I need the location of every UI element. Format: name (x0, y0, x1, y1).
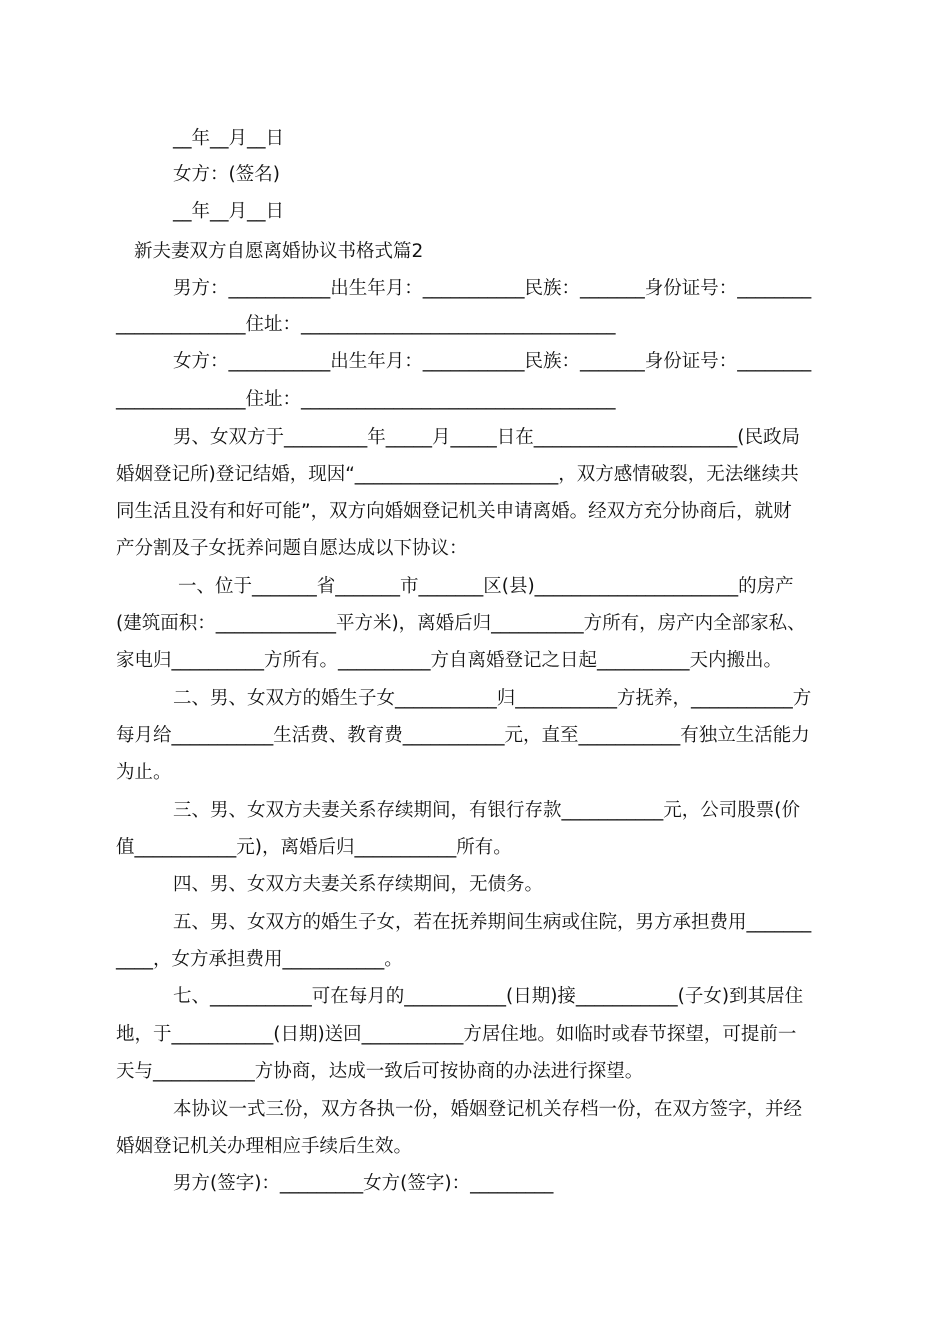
text-line: 家电归__________方所有。__________方自离婚登记之日起__________天内搬出。 (116, 650, 783, 671)
text-line: 二、男、女双方的婚生子女___________归___________方抚养，___________方 (173, 688, 812, 709)
text-line: 值___________元)，离婚后归___________所有。 (116, 837, 512, 858)
text-line: 男方：___________出生年月：___________民族：_______身份证号：________ (173, 278, 812, 299)
text-line: 为止。 (116, 762, 172, 783)
text-line: 产分割及子女抚养问题自愿达成以下协议： (116, 538, 468, 559)
text-line: 天与___________方协商，达成一致后可按协商的办法进行探望。 (116, 1061, 644, 1082)
text-line: (建筑面积：_____________平方米)，离婚后归__________方所有，房产内全部家私、 (116, 613, 806, 634)
text-line: ______________住址：__________________________________ (116, 314, 616, 335)
text-line: 女方：(签名) (173, 164, 280, 185)
text-line: 地，于___________(日期)送回___________方居住地。如临时或春节探望，可提前一 (116, 1024, 797, 1045)
text-line: 女方：___________出生年月：___________民族：_______身份证号：________ (173, 351, 812, 372)
text-line: 本协议一式三份，双方各执一份，婚姻登记机关存档一份，在双方签字，并经 (173, 1099, 803, 1120)
signature-line: 男方(签字)：_________女方(签字)：_________ (173, 1173, 554, 1194)
section-heading: 新夫妻双方自愿离婚协议书格式篇2 (134, 241, 424, 262)
text-line: 婚姻登记机关办理相应手续后生效。 (116, 1136, 413, 1157)
text-line: 三、男、女双方夫妻关系存续期间，有银行存款___________元，公司股票(价 (173, 800, 800, 821)
text-line: 男、女双方于_________年_____月_____日在______________________(民政局 (173, 427, 800, 448)
text-line: 同生活且没有和好可能”，双方向婚姻登记机关申请离婚。经双方充分协商后，就财 (116, 501, 792, 522)
text-line: 四、男、女双方夫妻关系存续期间，无债务。 (173, 874, 544, 895)
text-line: __年__月__日 (173, 128, 285, 149)
text-line: ____，女方承担费用___________。 (116, 949, 403, 970)
text-line: 每月给___________生活费、教育费___________元，直至___________有独立生活能力 (116, 725, 810, 746)
text-line: ______________住址：__________________________________ (116, 389, 616, 410)
text-line: 婚姻登记所)登记结婚，现因“______________________，双方感情破裂，无法继续共 (116, 464, 799, 485)
text-line: 七、___________可在每月的___________(日期)接___________(子女)到其居住 (173, 986, 804, 1007)
text-line: 一、位于_______省_______市_______区(县)______________________的房产 (178, 576, 794, 597)
text-line: 五、男、女双方的婚生子女，若在抚养期间生病或住院，男方承担费用_______ (173, 912, 812, 933)
text-line: __年__月__日 (173, 201, 285, 222)
